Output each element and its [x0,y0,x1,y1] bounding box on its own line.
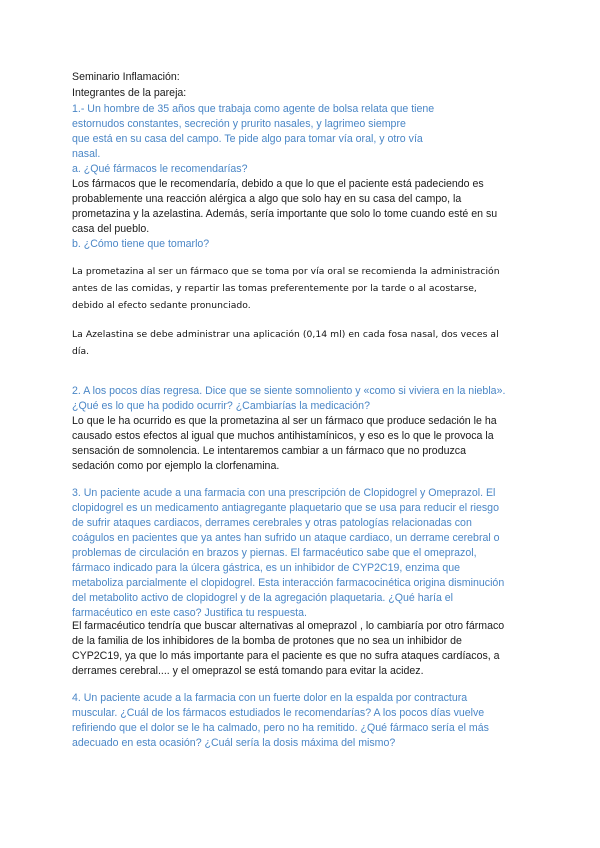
q3-text-line: metaboliza parcialmente el clopidogrel. Esta interacción farmacocinética origina disminución [72,577,505,589]
q1b-answer-line: La Azelastina se debe administrar una aplicación (0,14 ml) en cada fosa nasal, dos veces al [72,329,499,340]
q3-text-line: coágulos en pacientes que ya antes han sufrido un ataque cardiaco, un derrame cerebral o [72,532,500,544]
q1a-question: a. ¿Qué fármacos le recomendarías? [72,163,248,175]
q3-text-line: fármaco indicado para la úlcera gástrica, es un inhibidor de CYP2C19, enzima que [72,562,461,574]
q1b-answer-line: La prometazina al ser un fármaco que se toma por vía oral se recomienda la administración [72,266,500,277]
q1-text-line: 1.- Un hombre de 35 años que trabaja como agente de bolsa relata que tiene [72,103,435,115]
q3-answer-line: CYP2C19, ya que lo más importante para el paciente es que no sufra ataques cardíacos, a [72,650,500,662]
q4-text-line: adecuado en esta ocasión? ¿Cuál sería la dosis máxima del mismo? [72,737,396,749]
q2-answer-line: sensación de somnolencia. Le intentaremos cambiar a un fármaco que no produzca [72,445,466,457]
q3-text-line: 3. Un paciente acude a una farmacia con una prescripción de Clopidogrel y Omeprazol. El [72,487,496,499]
members-label: Integrantes de la pareja: [72,87,187,99]
q1-text-line: nasal. [72,148,101,160]
q1a-answer-line: prometazina y la azelastina. Además, sería importante que solo lo tome cuando esté en su [72,208,498,220]
q1b-answer-line: antes de las comidas, y repartir las tomas preferentemente por la tarde o al acostarse, [72,283,477,294]
q1a-answer-line: Los fármacos que le recomendaría, debido a que lo que el paciente está padeciendo es [72,178,484,190]
q3-text-line: problemas de circulación en brazos y piernas. El farmacéutico sabe que el omeprazol, [72,547,477,559]
q3-text-line: clopidogrel es un medicamento antiagregante plaquetario que se usa para reducir el riesgo [72,502,499,514]
q3-text-line: del metabolito activo de clopidogrel y de la agregación plaquetaria. ¿Qué haría el [72,592,454,604]
q1a-answer-line: probablemente una reacción alérgica a algo que solo hay en su casa del campo, la [72,193,462,205]
q1b-answer-line: día. [72,346,90,357]
q2-answer-line: causado estos efectos al igual que muchos antihistamínicos, y eso es lo que le provoca la [72,430,494,442]
q4-text-line: refiriendo que el dolor se le ha calmado, pero no ha remitido. ¿Qué fármaco sería el más [72,722,489,734]
q1a-answer-line: casa del pueblo. [72,223,150,235]
q3-answer-line: de la familia de los inhibidores de la bomba de protones que no sea un inhibidor de [72,635,462,647]
document-title: Seminario Inflamación: [72,71,180,83]
q1-text-line: estornudos constantes, secreción y prurito nasales, y lagrimeo siempre [72,118,406,130]
q2-answer-line: sedación como por ejemplo la clorfenamina. [72,460,280,472]
q3-answer-line: derrames cerebral.... y el omeprazol se está tomando para evitar la acidez. [72,665,424,677]
q2-answer-line: Lo que le ha ocurrido es que la prometazina al ser un fármaco que produce sedación le ha [72,415,497,427]
q2-text-line: ¿Qué es lo que ha podido ocurrir? ¿Cambiarías la medicación? [72,400,370,412]
q3-answer-line: El farmacéutico tendría que buscar alternativas al omeprazol , lo cambiaría por otro fármaco [72,620,505,632]
q3-text-line: de sufrir ataques cardiacos, derrames cerebrales y otras patologías relacionadas con [72,517,472,529]
q1b-question: b. ¿Cómo tiene que tomarlo? [72,238,210,250]
q1b-answer-line: debido al efecto sedante pronunciado. [72,300,251,311]
q2-text-line: 2. A los pocos días regresa. Dice que se siente somnoliento y «como si viviera en la niebla». [72,385,506,397]
q3-text-line: farmacéutico en este caso? Justifica tu respuesta. [72,607,307,619]
q1-text-line: que está en su casa del campo. Te pide algo para tomar vía oral, y otro vía [72,133,423,145]
q4-text-line: 4. Un paciente acude a la farmacia con un fuerte dolor en la espalda por contractura [72,692,468,704]
q4-text-line: muscular. ¿Cuál de los fármacos estudiados le recomendarías? A los pocos días vuelve [72,707,485,719]
